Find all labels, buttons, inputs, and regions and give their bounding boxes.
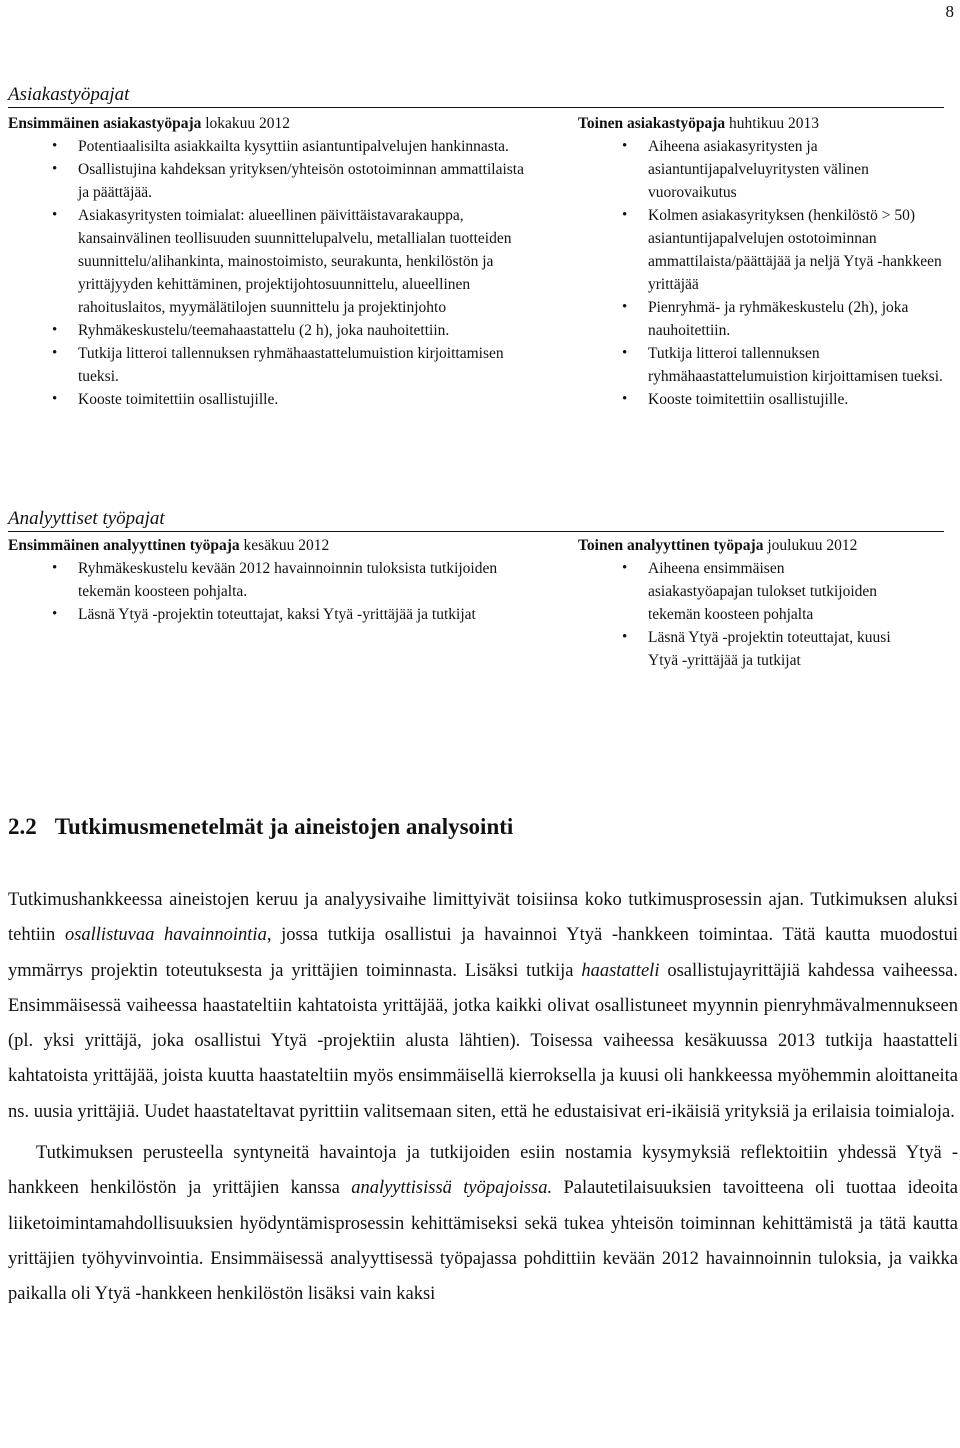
list-item: • Läsnä Ytyä -projektin toteuttajat, kuusi Ytyä -yrittäjää ja tutkijat [578,626,948,672]
list-item: • Kooste toimitettiin osallistujille. [8,388,558,411]
bullet-list [578,557,948,672]
list-item: • Kooste toimitettiin osallistujille. [578,388,948,411]
list-item: • Aiheena asiakasyritysten ja asiantuntijapalveluyritysten välinen vuorovaikutus [578,135,948,204]
list-item: • Kolmen asiakasyrityksen (henkilöstö > 50) asiantuntijapalvelujen ostotoiminnan ammattilaista/päättäjää ja neljä Ytyä -hankkeen yrittäjää [578,204,948,296]
column-heading: Ensimmäinen analyyttinen työpaja kesäkuu 2012 [8,537,330,554]
body-text [8,883,958,1313]
bullet-list [578,135,948,411]
page-number: 8 [945,2,954,21]
asiakas-left-column [8,112,558,411]
analyyttiset-right-column [578,534,948,672]
list-item: • Asiakasyritysten toimialat: alueellinen päivittäistavarakauppa, kansainvälinen teollisuuden suunnittelupalvelu, metallialan tuotteiden suunnittelu/alihankinta, mainostoimisto, seurakunta, henkilöstön ja yrittäjyyden kehittäminen, projektijohtosuunnittelu, alueellinen rahoituslaitos, myymälätilojen suunnittelu ja projektinjohto [8,204,558,319]
list-item: • Aiheena ensimmäisen asiakastyöapajan tulokset tutkijoiden tekemän koosteen pohjalta [578,557,948,626]
paragraph: Tutkimushankkeessa aineistojen keruu ja analyysivaihe limittyivät toisiinsa koko tutkimusprosessin ajan. Tutkimuksen aluksi tehtiin osallistuvaa havainnointia, jossa tutkija osallistui ja havainnoi Ytyä -hankkeen toimintaa. Tätä kautta muodostui ymmärrys projektin toteutuksesta ja yrittäjien toiminnasta. Lisäksi tutkija haastatteli osallistujayrittäjiä kahdessa vaiheessa. Ensimmäisessä vaiheessa haastateltiin kahtatoista yrittäjää, jotka kaikki olivat osallistuneet myynnin pienryhmävalmennukseen (pl. yksi yrittäjä, joka osallistui Ytyä -projektiin alusta lähtien). Toisessa vaiheessa kesäkuussa 2013 tutkija haastatteli kahtatoista yrittäjää, joista kuutta haastateltiin myös ensimmäisellä kierroksella ja kuusi oli hankkeessa myöhemmin aloittaneita ns. uusia yrittäjiä. Uudet haastateltavat pyrittiin valitsemaan siten, että he edustaisivat eri-ikäisiä yrityksiä ja erilaisia toimialoja. [8,890,958,1122]
list-item: • Läsnä Ytyä -projektin toteuttajat, kaksi Ytyä -yrittäjää ja tutkijat [8,603,558,626]
list-item: • Ryhmäkeskustelu kevään 2012 havainnoinnin tuloksista tutkijoiden tekemän koosteen pohjalta. [8,557,558,603]
bullet-list [8,557,558,626]
section-heading-title: Tutkimusmenetelmät ja aineistojen analysointi [54,814,514,839]
list-item: • Ryhmäkeskustelu/teemahaastattelu (2 h), joka nauhoitettiin. [8,319,558,342]
analyyttiset-left-column [8,534,558,626]
column-heading: Toinen analyyttinen työpaja joulukuu 2012 [578,537,858,554]
column-heading: Ensimmäinen asiakastyöpaja lokakuu 2012 [8,115,291,132]
column-heading: Toinen asiakastyöpaja huhtikuu 2013 [578,115,820,132]
asiakas-right-column [578,112,948,411]
list-item: • Potentiaalisilta asiakkailta kysyttiin asiantuntipalvelujen hankinnasta. [8,135,558,158]
section-heading [8,814,513,840]
list-item: • Tutkija litteroi tallennuksen ryhmähaastattelumuistion kirjoittamisen tueksi. [578,342,948,388]
list-item: • Osallistujina kahdeksan yrityksen/yhteisön ostotoiminnan ammattilaista ja päättäjää. [8,158,558,204]
list-item: • Tutkija litteroi tallennuksen ryhmähaastattelumuistion kirjoittamisen tueksi. [8,342,558,388]
section-title-asiakastyopajat: Asiakastyöpajat [8,84,944,108]
paragraph: Tutkimuksen perusteella syntyneitä havaintoja ja tutkijoiden esiin nostamia kysymyksiä reflektoitiin yhdessä Ytyä -hankkeen henkilöstön ja yrittäjien kanssa analyyttisissä työpajoissa. Palautetilaisuuksien tavoitteena oli tuottaa ideoita liiketoimintamahdollisuuksien hyödyntämisprosessin kehittämiseksi sekä tukea yhteisön toiminnan kehittämistä ja tätä kautta yrittäjien työhyvinvointia. Ensimmäisessä analyyttisessä työpajassa pohdittiin kevään 2012 havainnoinnin tuloksia, ja vaikka paikalla oli Ytyä -hankkeen henkilöstön lisäksi vain kaksi [8,1143,959,1305]
section-title-analyyttiset-tyopajat: Analyyttiset työpajat [8,508,944,532]
section-number: 2.2 [8,814,37,839]
bullet-list [8,135,558,411]
list-item: • Pienryhmä- ja ryhmäkeskustelu (2h), joka nauhoitettiin. [578,296,948,342]
